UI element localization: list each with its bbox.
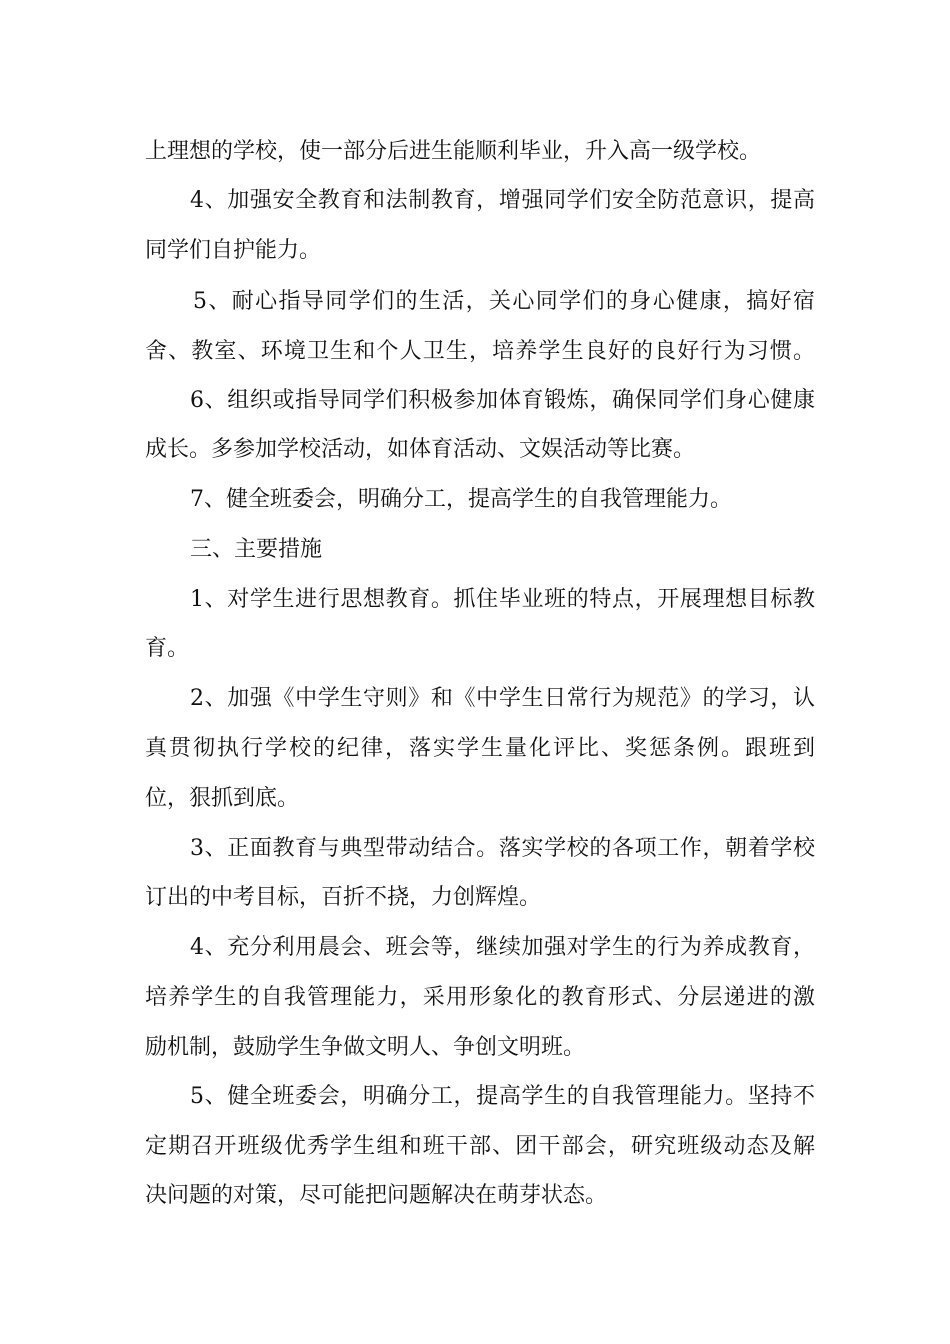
- text-line: 1、对学生进行思想教育。抓住毕业班的特点，开展理想目标教: [190, 587, 815, 612]
- text-line: 励机制，鼓励学生争做文明人、争创文明班。: [145, 1035, 586, 1060]
- text-line: 位，狠抓到底。: [145, 786, 300, 811]
- text-line: 2、加强《中学生守则》和《中学生日常行为规范》的学习，认: [190, 686, 815, 711]
- text-line: 6、组织或指导同学们积极参加体育锻炼，确保同学们身心健康: [190, 388, 815, 413]
- text-line: 7、健全班委会，明确分工，提高学生的自我管理能力。: [190, 487, 732, 512]
- text-line: 真贯彻执行学校的纪律，落实学生量化评比、奖惩条例。跟班到: [145, 736, 815, 761]
- text-line: 5、耐心指导同学们的生活，关心同学们的身心健康，搞好宿: [193, 289, 815, 314]
- text-line: 同学们自护能力。: [145, 238, 322, 263]
- text-line: 3、正面教育与典型带动结合。落实学校的各项工作，朝着学校: [190, 836, 815, 861]
- text-line: 5、健全班委会，明确分工，提高学生的自我管理能力。坚持不: [190, 1084, 815, 1109]
- text-line: 育。: [145, 636, 190, 661]
- text-line: 决问题的对策，尽可能把问题解决在萌芽状态。: [145, 1183, 608, 1208]
- text-line: 定期召开班级优秀学生组和班干部、团干部会，研究班级动态及解: [145, 1134, 815, 1159]
- section-heading: 三、主要措施: [190, 537, 323, 562]
- text-line: 4、充分利用晨会、班会等，继续加强对学生的行为养成教育，: [190, 935, 815, 960]
- text-line: 成长。多参加学校活动，如体育活动、文娱活动等比赛。: [145, 437, 696, 462]
- text-line: 舍、教室、环境卫生和个人卫生，培养学生良好的良好行为习惯。: [145, 339, 815, 364]
- text-line: 上理想的学校，使一部分后进生能顺利毕业，升入高一级学校。: [145, 139, 762, 164]
- text-line: 培养学生的自我管理能力，采用形象化的教育形式、分层递进的激: [145, 985, 815, 1010]
- text-line: 订出的中考目标，百折不挠，力创辉煌。: [145, 885, 542, 910]
- text-line: 4、加强安全教育和法制教育，增强同学们安全防范意识，提高: [190, 188, 815, 213]
